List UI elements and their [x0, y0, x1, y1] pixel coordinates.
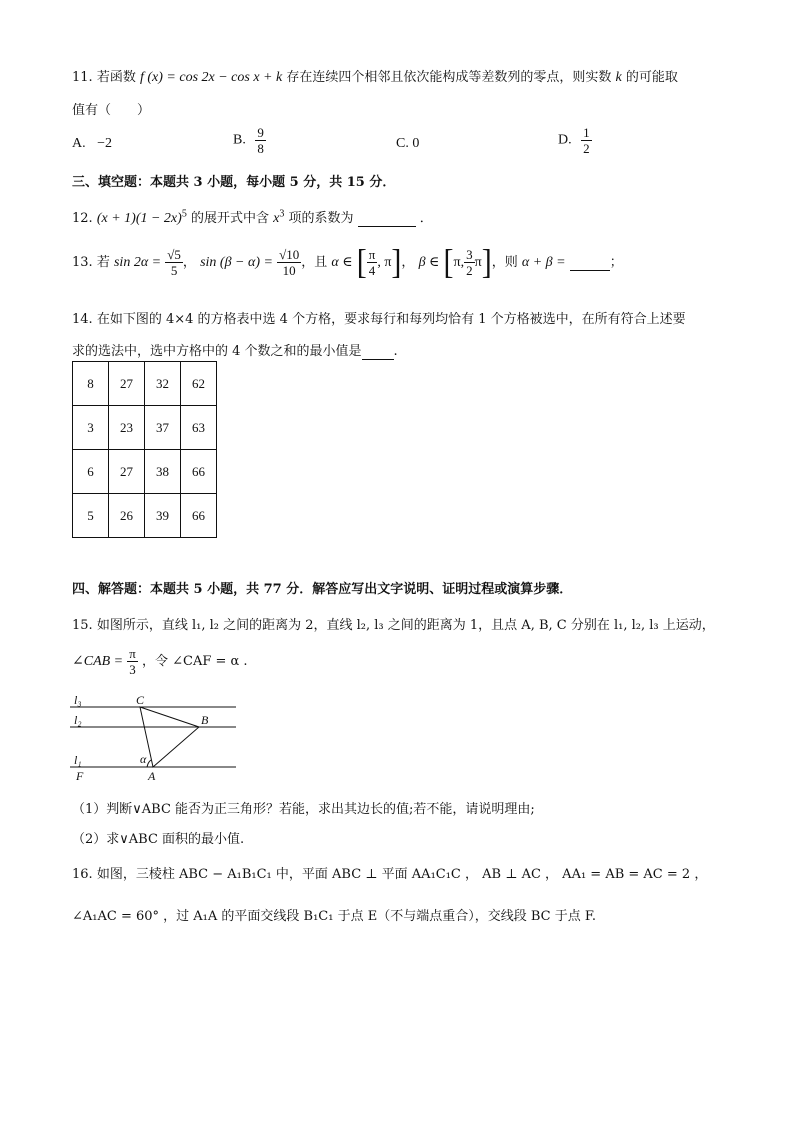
q13-right-bracket-1: ] — [391, 242, 402, 281]
angle-alpha-arc — [147, 760, 151, 767]
label-a: A — [148, 769, 156, 782]
triangle-abc — [140, 707, 199, 767]
q11-k: k — [615, 70, 622, 85]
label-alpha: α — [140, 752, 147, 766]
q11-function: f (x) = cos 2x − cos x + k — [139, 70, 283, 85]
grid-cell: 63 — [181, 406, 217, 450]
q15-sub1: （1）判断∨ABC 能否为正三角形？若能，求出其边长的值;若不能，请说明理由; — [72, 802, 535, 817]
q13-answer-blank — [570, 255, 610, 271]
q14-number: 14. — [72, 312, 93, 327]
q15-angle-post: ，令 ∠CAF = α . — [141, 654, 248, 669]
q13-number: 13. — [72, 255, 93, 270]
grid-row — [73, 494, 217, 538]
q11-option-d: D. $\frac{1}{2}$ — [558, 125, 590, 156]
q12-text-post: 项的系数为 — [288, 211, 354, 226]
grid-cell: 32 — [145, 362, 181, 406]
q14-number-grid — [72, 361, 217, 538]
q12-term-exponent: 3 — [279, 208, 285, 220]
q15-line1 — [72, 614, 715, 633]
q13-right-bracket-2: ] — [481, 242, 492, 281]
q11-text-post: 存在连续四个相邻且依次能构成等差数列的零点，则实数 — [286, 70, 612, 85]
q15-angle-cab: ∠CAB = — [72, 654, 124, 669]
q11-text-pre: 若函数 — [96, 70, 136, 85]
q13-sin-b-minus-a: sin (β − α) = — [200, 255, 273, 270]
q11-number: 11. — [72, 70, 93, 85]
grid-row — [73, 362, 217, 406]
grid-cell: 3 — [73, 406, 109, 450]
q16-line2: ∠A₁AC = 60° ，过 A₁A 的平面交线段 B₁C₁ 于点 E（不与端点重合），交线段 BC 于点 F. — [72, 909, 596, 924]
q14-line1 — [72, 308, 686, 327]
q15-figure — [68, 690, 248, 782]
q11-option-a: A. −2 — [72, 136, 113, 151]
q13-text-pre: 若 — [96, 255, 110, 270]
q12-exponent: 5 — [181, 208, 187, 220]
q13-left-bracket-2: [ — [443, 242, 454, 281]
q13-beta-in: β ∈ — [418, 255, 440, 270]
q13-fraction-1: $\frac{√5}{5}$ — [167, 247, 181, 278]
label-l1: l₁ — [74, 753, 82, 767]
q16-line1 — [72, 863, 707, 882]
label-c: C — [136, 693, 145, 707]
q11-line2: 值有（ ） — [72, 103, 151, 118]
label-l3: l₃ — [74, 693, 82, 707]
q16-number: 16. — [72, 867, 93, 882]
q13-fraction-2: $\frac{√10}{10}$ — [279, 247, 300, 278]
q15-sub2: （2）求∨ABC 面积的最小值. — [72, 832, 245, 847]
grid-cell: 27 — [109, 362, 145, 406]
q12-number: 12. — [72, 211, 93, 226]
q13-sin2a: sin 2α = — [113, 255, 162, 270]
q16-text-1: 如图，三棱柱 ABC − A₁B₁C₁ 中，平面 ABC ⊥ 平面 AA₁C₁C ， AB ⊥ AC ， AA₁ = AB = AC = 2 ， — [96, 867, 708, 882]
q13-line: 13. 若 sin 2α = $\frac{√5}{5}$ ， sin (β − α) = $\frac{√10}{10}$ ，且 α ∈ [ $\frac{\pi}{4}$ , π]， β ∈ [π, $\frac{3}{2}$ π]，则 α + β = ； — [72, 242, 623, 281]
section-4-heading: 四、解答题：本题共 5 小题，共 77 分．解答应写出文字说明、证明过程或演算步骤． — [72, 582, 573, 597]
q15-figure-lines — [70, 707, 236, 767]
grid-row — [73, 450, 217, 494]
q15-angle-fraction: $\frac{\pi}{3}$ — [129, 646, 136, 677]
q12-answer-blank — [358, 211, 416, 227]
q14-text-2: 求的选法中，选中方格中的 4 个数之和的最小值是 — [72, 344, 362, 359]
grid-row — [73, 406, 217, 450]
grid-cell: 37 — [145, 406, 181, 450]
grid-cell: 6 — [73, 450, 109, 494]
q15-number: 15. — [72, 618, 93, 633]
grid-cell: 62 — [181, 362, 217, 406]
label-b: B — [201, 713, 209, 727]
grid-cell: 66 — [181, 494, 217, 538]
q12-line — [72, 207, 433, 227]
q15-text-1: 如图所示，直线 l₁, l₂ 之间的距离为 2，直线 l₂, l₃ 之间的距离为 1，且点 A, B, C 分别在 l₁, l₂, l₃ 上运动， — [96, 618, 715, 633]
grid-cell: 5 — [73, 494, 109, 538]
q14-line2: 求的选法中，选中方格中的 4 个数之和的最小值是 . — [72, 344, 398, 359]
q11-text-post2: 的可能取 — [625, 70, 678, 85]
grid-cell: 38 — [145, 450, 181, 494]
grid-cell: 27 — [109, 450, 145, 494]
q12-end: ． — [419, 211, 433, 226]
q12-expression: (x + 1)(1 − 2x) — [96, 211, 182, 226]
label-l2: l₂ — [74, 713, 82, 727]
q15-line2 — [72, 646, 248, 677]
grid-cell: 66 — [181, 450, 217, 494]
label-f: F — [76, 769, 84, 782]
q11-option-b: B. $\frac{9}{8}$ — [233, 125, 264, 156]
q13-alpha-in: α ∈ — [331, 255, 353, 270]
grid-cell: 8 — [73, 362, 109, 406]
q14-text-1: 在如下图的 4×4 的方格表中选 4 个方格，要求每行和每列均恰有 1 个方格被选中，在所有符合上述要 — [96, 312, 686, 327]
q11-option-c: C. 0 — [396, 136, 420, 151]
grid-cell: 26 — [109, 494, 145, 538]
grid-cell: 23 — [109, 406, 145, 450]
q12-term: x — [273, 211, 280, 226]
q11-line1 — [72, 66, 678, 86]
q13-left-bracket-1: [ — [356, 242, 367, 281]
q14-answer-blank — [362, 344, 394, 360]
section-3-heading: 三、填空题：本题共 3 小题，每小题 5 分，共 15 分． — [72, 175, 396, 190]
q13-sum: α + β = — [521, 255, 566, 270]
q12-text-mid: 的展开式中含 — [190, 211, 269, 226]
grid-cell: 39 — [145, 494, 181, 538]
